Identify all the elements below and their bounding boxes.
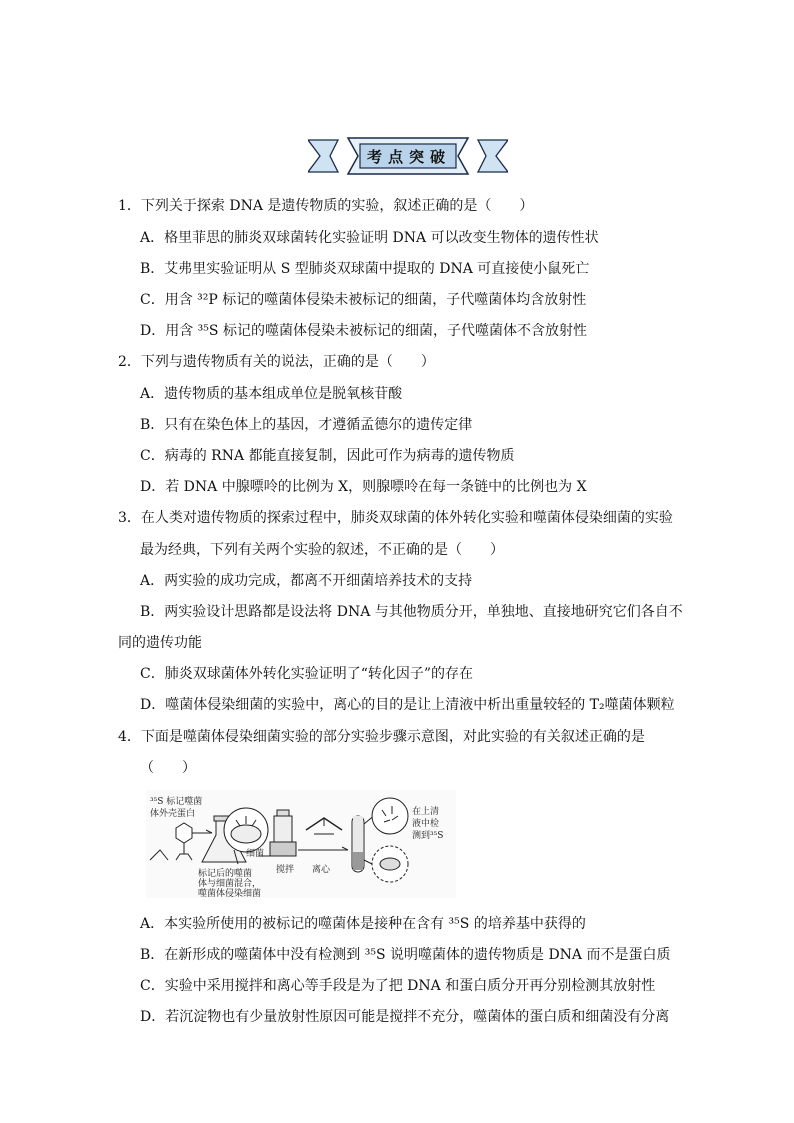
question-2-option-b: B．只有在染色体上的基因，才遵循孟德尔的遗传定律: [140, 417, 473, 433]
infection-zoom-icon: [224, 808, 268, 852]
question-1-option-b: B．艾弗里实验证明从 S 型肺炎双球菌中提取的 DNA 可直接使小鼠死亡: [140, 261, 590, 277]
diagram-label-detect-2: 液中检: [412, 819, 440, 829]
test-tube-icon: [352, 816, 364, 872]
question-3-option-d: D．噬菌体侵染细菌的实验中，离心的目的是让上清液中析出重量较轻的 T₂噬菌体颗粒: [140, 697, 675, 713]
diagram-label-labeled-protein-2: 体外壳蛋白: [150, 809, 196, 819]
question-1-option-c: C．用含 ³²P 标记的噬菌体侵染未被标记的细菌，子代噬菌体均含放射性: [140, 292, 587, 308]
diagram-label-detect-1: 在上清: [412, 807, 440, 817]
diagram-label-bacteria: 细菌: [246, 849, 265, 859]
diagram-label-mix-1: 标记后的噬菌: [198, 869, 253, 879]
pellet-zoom-icon: [372, 846, 408, 882]
question-4-option-d: D．若沉淀物也有少量放射性原因可能是搅拌不充分，噬菌体的蛋白质和细菌没有分离: [140, 1009, 670, 1025]
question-2-option-c: C．病毒的 RNA 都能直接复制，因此可作为病毒的遗传物质: [140, 448, 515, 464]
question-2-stem: 2．下列与遗传物质有关的说法，正确的是（ ）: [118, 354, 435, 370]
section-title: 考点突破: [366, 148, 451, 166]
supernatant-zoom-icon: [372, 798, 408, 834]
question-4-stem-continued: （ ）: [140, 760, 196, 776]
question-1-stem: 1．下列关于探索 DNA 是遗传物质的实验，叙述正确的是（ ）: [118, 198, 534, 214]
question-3-option-a: A．两实验的成功完成，都离不开细菌培养技术的支持: [140, 573, 473, 589]
question-2-option-a: A．遗传物质的基本组成单位是脱氧核苷酸: [140, 386, 403, 402]
diagram-label-stir: 搅拌: [276, 865, 295, 875]
diagram-label-labeled-protein-1: ³⁵S 标记噬菌: [150, 797, 203, 807]
question-1-option-a: A．格里菲思的肺炎双球菌转化实验证明 DNA 可以改变生物体的遗传性状: [140, 230, 599, 246]
question-4-option-b: B．在新形成的噬菌体中没有检测到 ³⁵S 说明噬菌体的遗传物质是 DNA 而不是蛋白质: [140, 947, 671, 963]
question-3-stem-continued: 最为经典，下列有关两个实验的叙述，不正确的是（ ）: [140, 542, 504, 558]
question-4-option-a: A．本实验所使用的被标记的噬菌体是接种在含有 ³⁵S 的培养基中获得的: [140, 916, 586, 932]
diagram-label-mix-2: 体与细菌混合，: [198, 879, 262, 889]
question-2-option-d: D．若 DNA 中腺嘌呤的比例为 X，则腺嘌呤在每一条链中的比例也为 X: [140, 479, 587, 495]
question-3-stem: 3．在人类对遗传物质的探索过程中，肺炎双球菌的体外转化实验和噬菌体侵染细菌的实验: [118, 510, 673, 526]
question-4-stem: 4．下面是噬菌体侵染细菌实验的部分实验步骤示意图，对此实验的有关叙述正确的是: [118, 729, 645, 745]
diagram-label-mix-3: 噬菌体侵染细菌: [198, 889, 262, 898]
question-1-option-d: D．用含 ³⁵S 标记的噬菌体侵染未被标记的细菌，子代噬菌体不含放射性: [140, 323, 587, 339]
question-4-option-c: C．实验中采用搅拌和离心等手段是为了把 DNA 和蛋白质分开再分别检测其放射性: [140, 978, 656, 994]
experiment-diagram: [146, 790, 456, 898]
question-3-option-b-continued: 同的遗传功能: [118, 635, 202, 651]
question-3-option-c: C．肺炎双球菌体外转化实验证明了“转化因子”的存在: [140, 666, 474, 682]
diagram-label-centrifuge: 离心: [312, 865, 331, 875]
blender-icon: [270, 810, 296, 856]
diagram-label-detect-3: 测到³⁵S: [412, 831, 444, 841]
question-3-option-b: B．两实验设计思路都是设法将 DNA 与其他物质分开，单独地、直接地研究它们各自不: [140, 604, 683, 620]
